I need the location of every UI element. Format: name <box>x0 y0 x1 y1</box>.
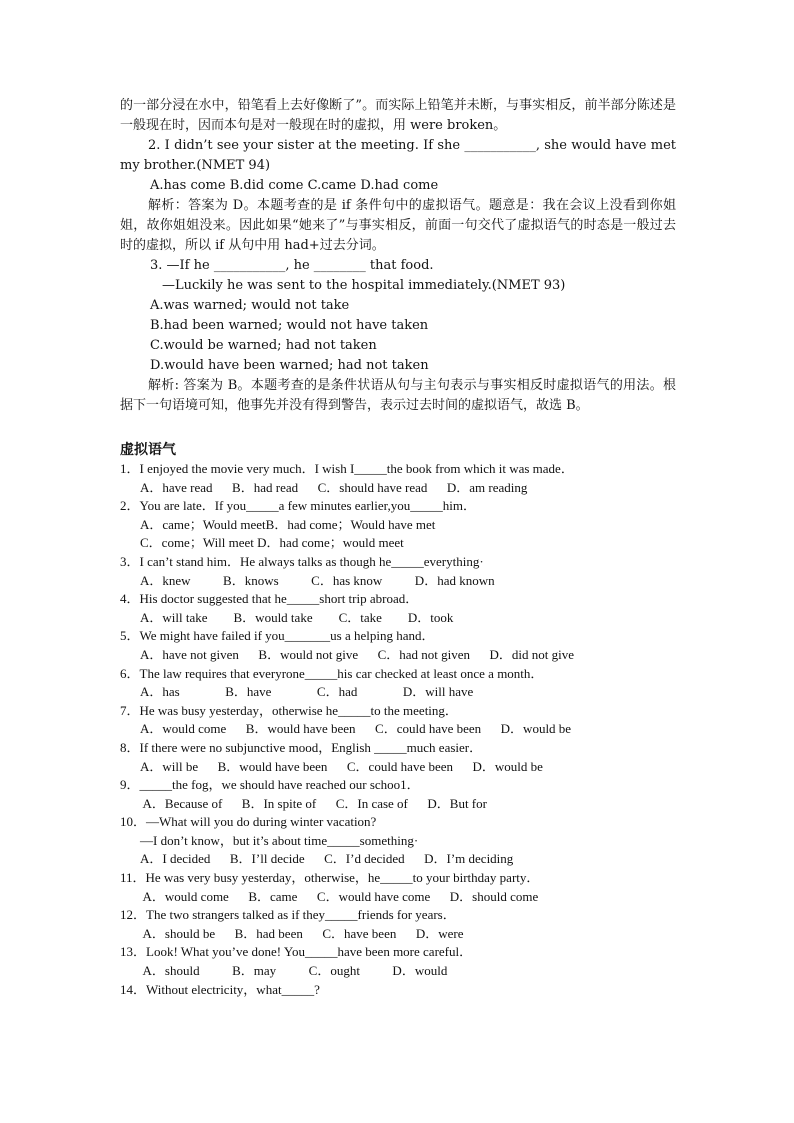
question-3-option-d: D.would have been warned; had not taken <box>150 358 429 373</box>
exercise-question: 9．_____the fog，we should have reached our schoo1． <box>120 777 420 793</box>
exercise-options: A．knew B．knows C．has know D．had known <box>140 572 495 588</box>
question-3-line-2: —Luckily he was sent to the hospital immediately.(NMET 93) <box>162 278 566 293</box>
exercise-question: 12．The two strangers talked as if they_____friends for years． <box>120 907 456 923</box>
exercise-question: 14．Without electricity，what_____? <box>120 981 320 997</box>
exercise-options: A．have not given B．would not give C．had not given D．did not give <box>140 646 575 662</box>
exercise-options: A．will take B．would take C．take D．took <box>140 609 454 625</box>
exercise-question: 1．I enjoyed the movie very much．I wish I_____the book from which it was made． <box>120 461 574 476</box>
question-3-explanation: 解析: 答案为 B。本题考查的是条件状语从句与主句表示与事实相反时虚拟语气的用法。根据下一句语境可知，他事先并没有得到警告，表示过去时间的虚拟语气，故选 B。 <box>120 378 676 413</box>
exercise-options: A．I decided B．I’ll decide C．I’d decided D．I’m deciding <box>140 851 514 867</box>
exercise-question: 10．—What will you do during winter vacation? <box>120 814 377 830</box>
paragraph-explanation-1: 的一部分浸在水中，铅笔看上去好像断了”。而实际上铅笔并未断，与事实相反，前半部分陈述是一般现在时，因而本句是对一般现在时的虚拟，用 were broken。 <box>120 98 676 133</box>
exercise-question: 11．He was very busy yesterday，otherwise，he_____to your birthday party． <box>120 870 540 886</box>
section-title: 虚拟语气 <box>120 442 176 458</box>
exercise-options: A．has B．have C．had D．will have <box>140 684 474 700</box>
exercise-options: A．should be B．had been C．have been D．were <box>140 925 464 941</box>
exercise-question: 7．He was busy yesterday，otherwise he_____to the meeting． <box>120 702 458 718</box>
question-3-line-1: 3. —If he ___________, he ________ that food. <box>150 258 434 273</box>
exercise-options: A．have read B．had read C．should have read D．am reading <box>140 479 528 495</box>
exercise-question: 8．If there were no subjunctive mood，English _____much easier． <box>120 739 483 755</box>
exercise-question: 6．The law requires that everyrone_____his car checked at least once a month． <box>120 665 544 681</box>
exercise-question: 4．His doctor suggested that he_____short trip abroad． <box>120 591 419 607</box>
exercise-question: 5．We might have failed if you_______us a helping hand． <box>120 628 435 644</box>
exercise-options: A．Because of B．In spite of C．In case of D．But for <box>140 795 487 811</box>
exercise-question: 2．You are late．If you_____a few minutes earlier,you_____him． <box>120 498 476 514</box>
exercise-options: A．should B．may C．ought D．would <box>140 963 448 979</box>
question-3-option-a: A.was warned; would not take <box>150 298 350 313</box>
exercise-options: A．would come B．would have been C．could have been D．would be <box>140 721 572 737</box>
question-2-explanation: 解析：答案为 D。本题考查的是 if 条件句中的虚拟语气。题意是：我在会议上没看到你姐姐，故你姐姐没来。因此如果“她来了”与事实相反，前面一句交代了虚拟语气的时态是一般过去时的虚拟，所以 if 从句中用 had+过去分词。 <box>120 198 676 253</box>
exercise-options: —I don’t know，but it’s about time_____something· <box>140 832 419 848</box>
exercise-options: C．come；Will meet D．had come；would meet <box>140 535 404 551</box>
exercise-question: 13．Look! What you’ve done! You_____have been more careful． <box>120 944 473 960</box>
question-2-options: A.has come B.did come C.came D.had come <box>150 178 439 193</box>
exercise-options: A．will be B．would have been C．could have been D．would be <box>140 758 543 774</box>
document-page <box>120 96 676 999</box>
exercise-options: A．came；Would meetB．had come；Would have met <box>140 516 436 532</box>
exercise-list <box>120 460 676 999</box>
question-3-option-b: B.had been warned; would not have taken <box>150 318 429 333</box>
question-3-option-c: C.would be warned; had not taken <box>150 338 377 353</box>
exercise-question: 3．I can’t stand him．He always talks as though he_____everything· <box>120 553 484 569</box>
exercise-options: A．would come B．came C．would have come D．should come <box>140 888 539 904</box>
question-2: 2. I didn’t see your sister at the meeting. If she ___________, she would have met my brother.(NMET 94) <box>120 138 676 173</box>
